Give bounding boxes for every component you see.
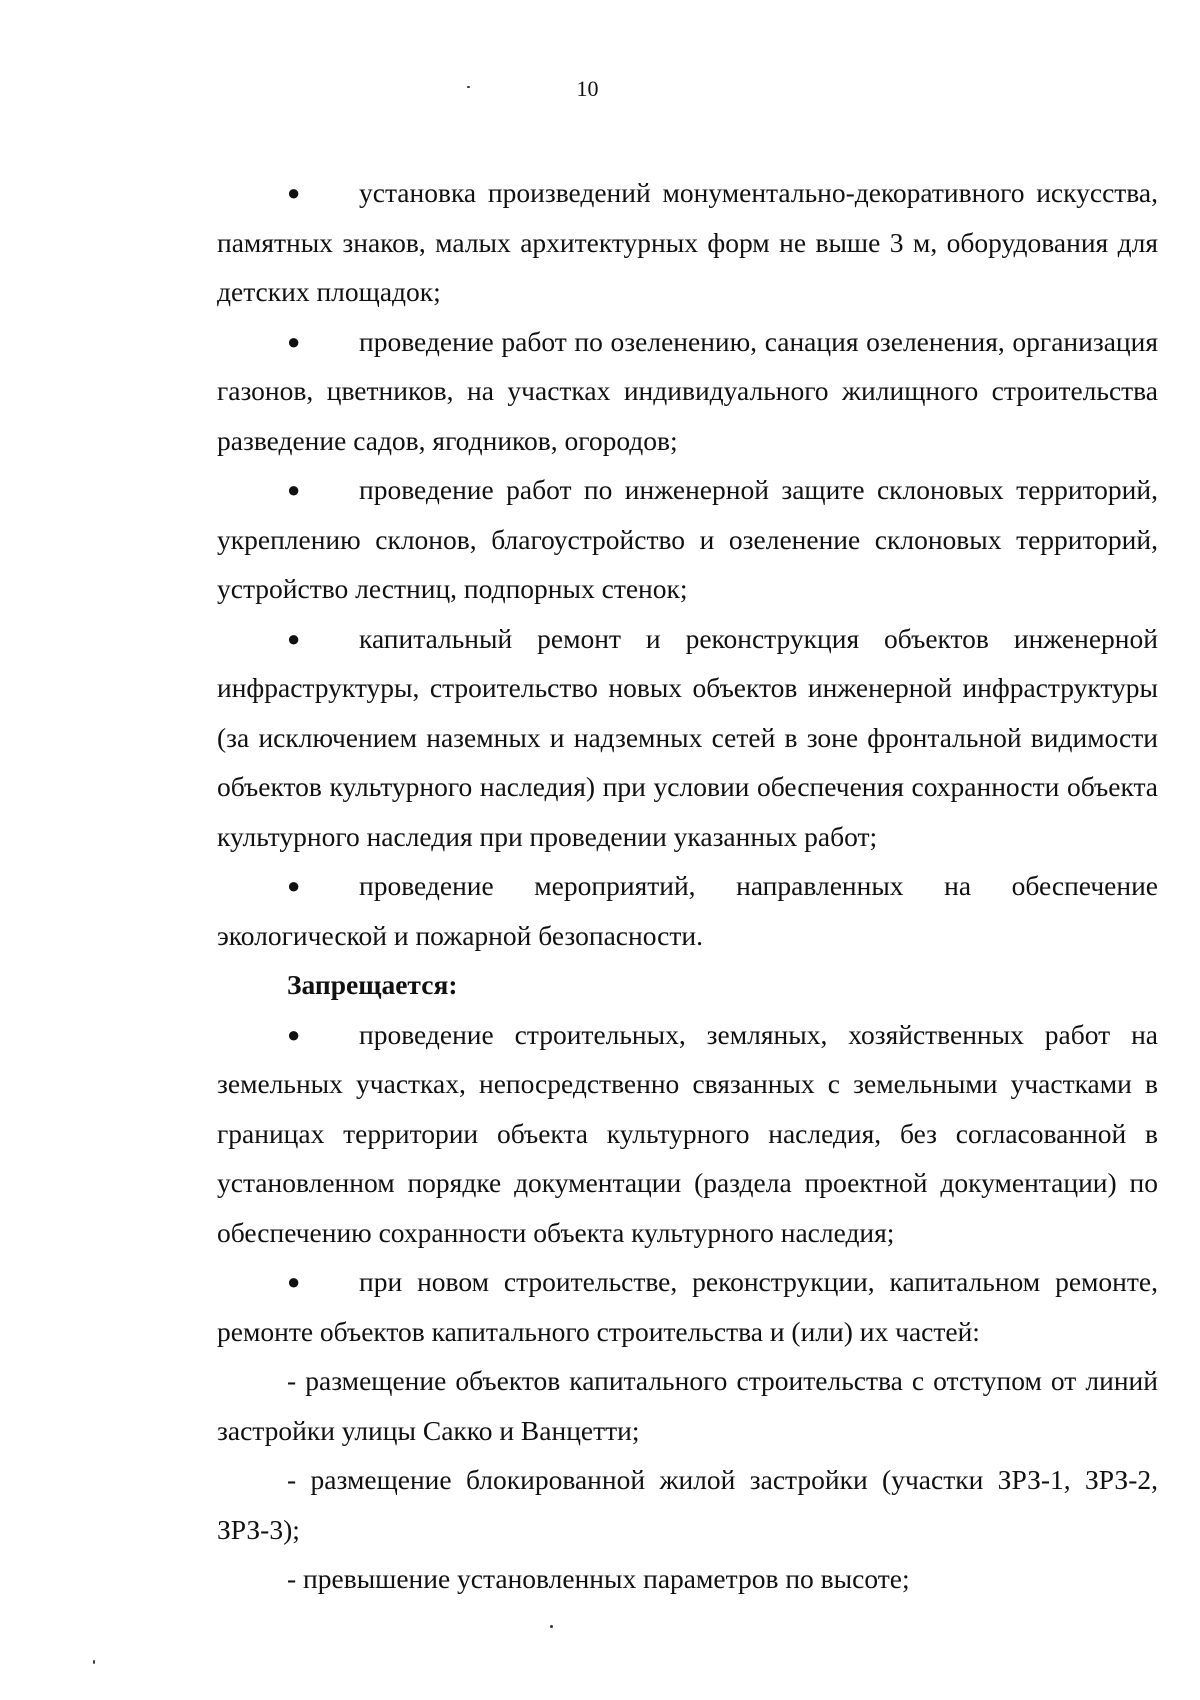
list-item-prohibited-2 [217,1257,1158,1356]
bullet-icon: ● [287,625,301,651]
list-item-text: капитальный ремонт и реконструкция объектов инженерной инфраструктуры, строительство новых объектов инженерной инфраструктуры (за исключением наземных и надземных сетей в зоне фронтальной видимости объектов культурного наследия) при условии обеспечения сохранности объекта культурного наследия при проведении указанных работ; [217,622,1158,852]
list-item-text: проведение работ по инженерной защите склоновых территорий, укреплению склонов, благоустройство и озеленение склоновых территорий, устройство лестниц, подпорных стенок; [217,474,1158,604]
scan-speck [550,1625,553,1628]
bullet-icon: ● [287,1269,301,1294]
list-item-text: при новом строительстве, реконструкции, капитальном ремонте, ремонте объектов капитального строительства и (или) их частей: [217,1266,1158,1347]
list-item-prohibited-1 [217,1010,1158,1258]
bullet-icon: ● [287,328,301,354]
document-body [217,168,1158,1604]
list-item-permitted-5 [217,861,1158,960]
bullet-icon: ● [287,477,301,502]
bullet-icon: ● [287,1021,301,1047]
list-item-permitted-2 [217,317,1158,466]
bullet-icon: ● [287,873,301,898]
list-item-permitted-4 [217,614,1158,862]
list-item-text: проведение мероприятий, направленных на обеспечение экологической и пожарной безопасности. [217,870,1158,951]
bullet-icon: ● [287,180,301,205]
scan-speck [467,86,470,88]
list-item-text: проведение работ по озеленению, санация озеленения, организация газонов, цветников, на участках индивидуального жилищного строительства разведение садов, ягодников, огородов; [217,325,1158,456]
list-item-permitted-3 [217,465,1158,614]
sub-item-1: - размещение объектов капитального строительства с отступом от линий застройки улицы Сакко и Ванцетти; [217,1365,1158,1446]
page-number: 10 [576,76,599,101]
section-heading-prohibited: Запрещается: [287,969,458,1000]
list-item-text: проведение строительных, земляных, хозяйственных работ на земельных участках, непосредственно связанных с земельными участками в границах территории объекта культурного наследия, без согласованной в установленном порядке документации (раздела проектной документации) по обеспечению сохранности объекта культурного наследия; [217,1018,1158,1248]
sub-item-3: - превышение установленных параметров по высоте; [287,1563,910,1594]
sub-item-2: - размещение блокированной жилой застройки (участки ЗРЗ-1, ЗРЗ-2, ЗРЗ-3); [217,1464,1158,1545]
list-item-permitted-1 [217,168,1158,317]
list-item-text: установка произведений монументально-декоративного искусства, памятных знаков, малых архитектурных форм не выше 3 м, оборудования для детских площадок; [217,177,1158,307]
scan-speck [93,1660,95,1664]
